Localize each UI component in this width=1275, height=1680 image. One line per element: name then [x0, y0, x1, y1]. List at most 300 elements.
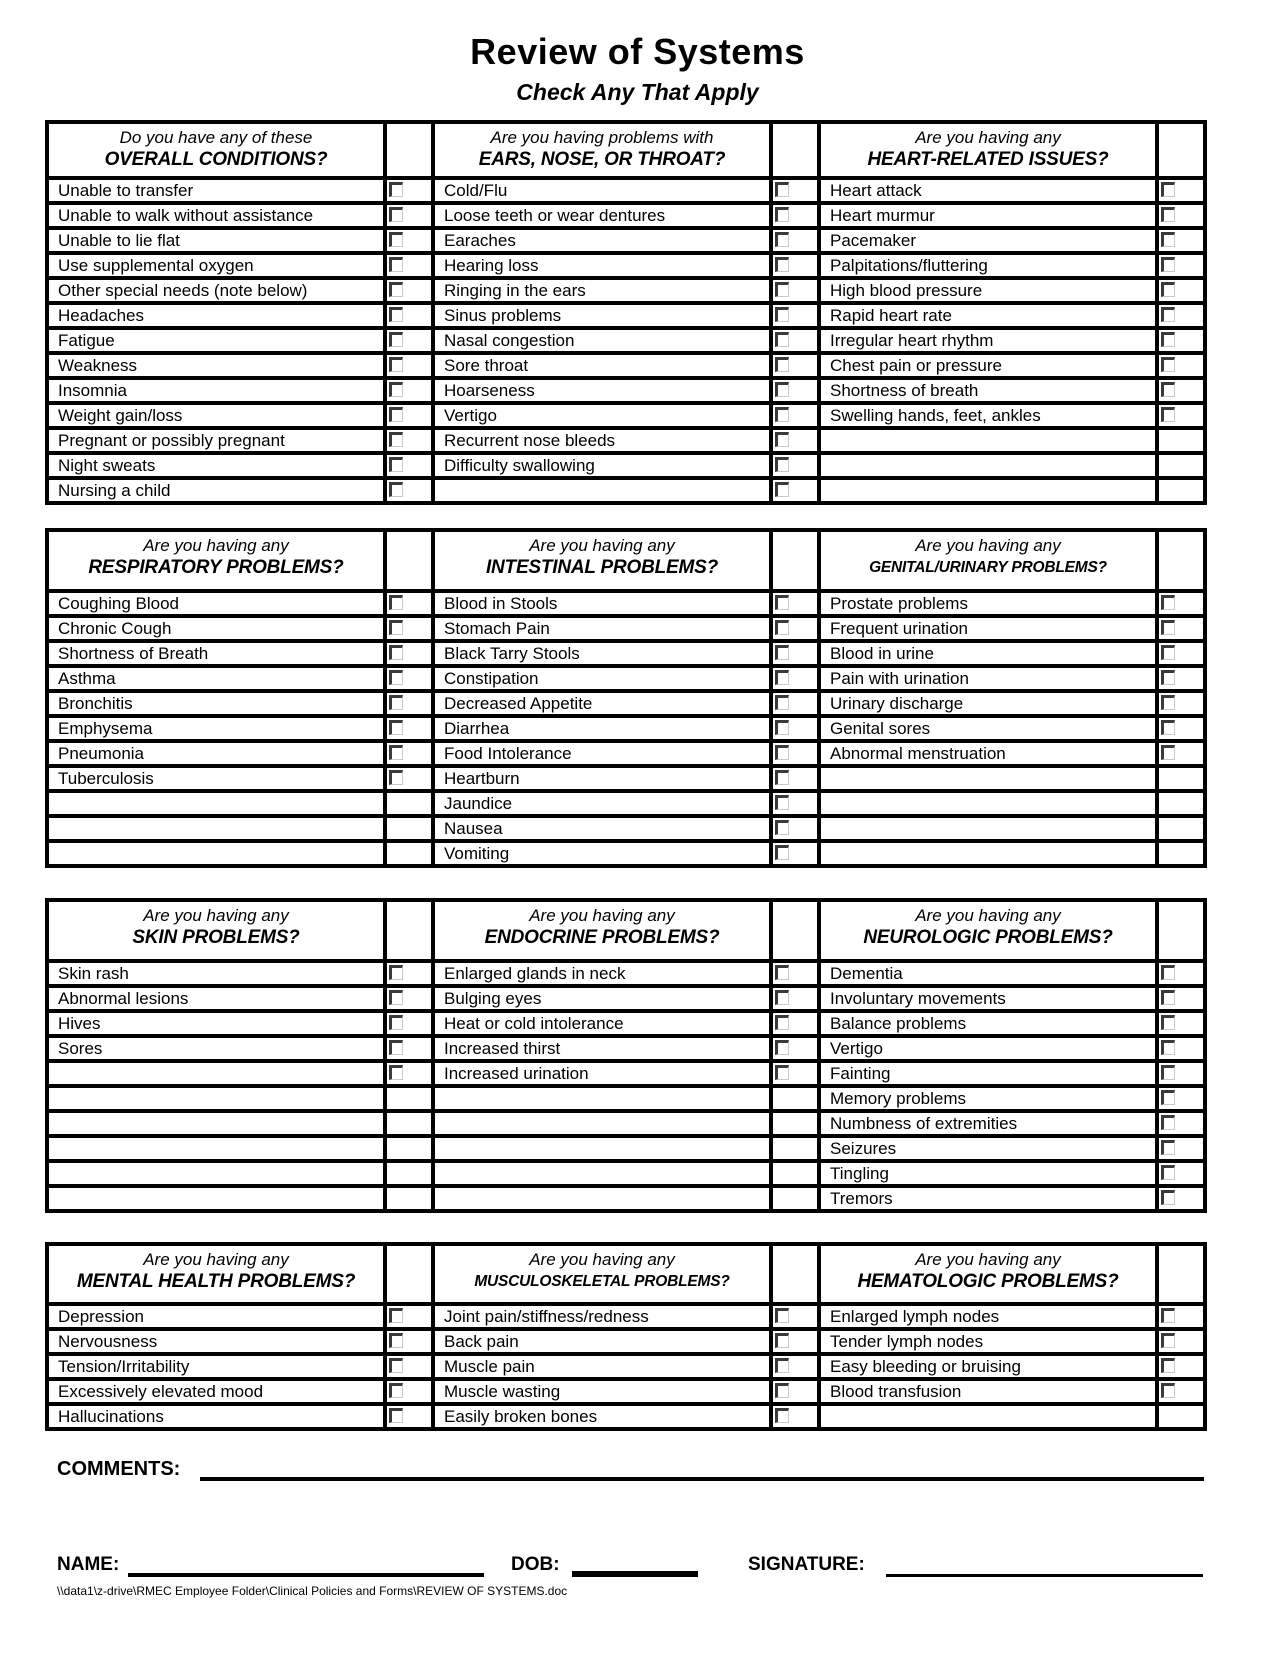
- symptom-checkbox[interactable]: [775, 1333, 789, 1348]
- symptom-label: Blood in urine: [819, 641, 1157, 666]
- symptom-checkbox[interactable]: [389, 595, 403, 610]
- symptom-label: Easy bleeding or bruising: [819, 1354, 1157, 1379]
- symptom-label: Vertigo: [819, 1036, 1157, 1061]
- symptom-label: [433, 1136, 771, 1161]
- symptom-label: Dementia: [819, 961, 1157, 986]
- checkbox-cell: [1157, 591, 1205, 616]
- symptom-checkbox[interactable]: [775, 482, 789, 497]
- symptom-checkbox[interactable]: [775, 820, 789, 835]
- checkbox-cell: [385, 1036, 433, 1061]
- symptom-label: Hives: [47, 1011, 385, 1036]
- symptom-checkbox[interactable]: [389, 207, 403, 222]
- symptom-checkbox[interactable]: [389, 482, 403, 497]
- symptom-checkbox[interactable]: [1161, 720, 1175, 735]
- column-header-category: SKIN PROBLEMS?: [132, 927, 300, 948]
- symptom-label: Night sweats: [47, 453, 385, 478]
- symptom-label: Shortness of breath: [819, 378, 1157, 403]
- checkbox-cell: [385, 453, 433, 478]
- checkbox-cell: [1157, 228, 1205, 253]
- section-header-row: [47, 530, 1205, 591]
- symptom-checkbox[interactable]: [389, 1040, 403, 1055]
- symptom-row: [47, 1329, 1205, 1354]
- symptom-label: Excessively elevated mood: [47, 1379, 385, 1404]
- checkbox-cell: [771, 1086, 819, 1111]
- symptom-label: Use supplemental oxygen: [47, 253, 385, 278]
- symptom-label: Heart attack: [819, 178, 1157, 203]
- symptom-checkbox[interactable]: [775, 1015, 789, 1030]
- checkbox-cell: [385, 1136, 433, 1161]
- checkbox-cell: [385, 278, 433, 303]
- symptom-checkbox[interactable]: [1161, 1190, 1175, 1205]
- column-header-question: Do you have any of these: [119, 128, 313, 147]
- checkbox-cell: [771, 1161, 819, 1186]
- symptom-label: Memory problems: [819, 1086, 1157, 1111]
- checkbox-cell: [1157, 428, 1205, 453]
- checkbox-cell: [771, 378, 819, 403]
- symptom-label: Bronchitis: [47, 691, 385, 716]
- checkbox-cell: [771, 741, 819, 766]
- symptom-label: Nasal congestion: [433, 328, 771, 353]
- header-checkbox-cell: [385, 1244, 433, 1304]
- symptom-checkbox[interactable]: [775, 407, 789, 422]
- symptom-checkbox[interactable]: [389, 307, 403, 322]
- checkbox-cell: [385, 1061, 433, 1086]
- symptom-checkbox[interactable]: [389, 990, 403, 1005]
- checkbox-cell: [385, 666, 433, 691]
- symptom-checkbox[interactable]: [1161, 1140, 1175, 1155]
- ros-section-table: [45, 898, 1207, 1213]
- column-header-question: Are you having any: [915, 128, 1061, 147]
- checkbox-cell: [771, 841, 819, 866]
- symptom-checkbox[interactable]: [1161, 670, 1175, 685]
- checkbox-cell: [385, 791, 433, 816]
- symptom-checkbox[interactable]: [389, 745, 403, 760]
- symptom-label: Chest pain or pressure: [819, 353, 1157, 378]
- symptom-checkbox[interactable]: [775, 695, 789, 710]
- checkbox-cell: [771, 203, 819, 228]
- symptom-label: [819, 1404, 1157, 1429]
- column-header-category: EARS, NOSE, OR THROAT?: [478, 149, 726, 170]
- checkbox-cell: [771, 716, 819, 741]
- symptom-label: Heartburn: [433, 766, 771, 791]
- checkbox-cell: [385, 1086, 433, 1111]
- symptom-label: [47, 1061, 385, 1086]
- symptom-label: Tender lymph nodes: [819, 1329, 1157, 1354]
- column-header-question: Are you having problems with: [490, 128, 714, 147]
- symptom-checkbox[interactable]: [1161, 307, 1175, 322]
- symptom-checkbox[interactable]: [1161, 745, 1175, 760]
- checkbox-cell: [385, 741, 433, 766]
- comments-line[interactable]: [200, 1477, 1204, 1481]
- checkbox-cell: [1157, 203, 1205, 228]
- symptom-checkbox[interactable]: [775, 182, 789, 197]
- symptom-checkbox[interactable]: [389, 332, 403, 347]
- symptom-checkbox[interactable]: [775, 257, 789, 272]
- checkbox-cell: [1157, 303, 1205, 328]
- checkbox-cell: [771, 641, 819, 666]
- column-header-category: OVERALL CONDITIONS?: [104, 149, 328, 170]
- column-header: [47, 530, 385, 591]
- symptom-row: [47, 1086, 1205, 1111]
- symptom-label: [47, 841, 385, 866]
- symptom-row: [47, 986, 1205, 1011]
- checkbox-cell: [385, 986, 433, 1011]
- symptom-checkbox[interactable]: [775, 432, 789, 447]
- column-header-question: Are you having any: [529, 906, 675, 925]
- symptom-row: [47, 1404, 1205, 1429]
- symptom-checkbox[interactable]: [775, 307, 789, 322]
- checkbox-cell: [1157, 1379, 1205, 1404]
- symptom-label: High blood pressure: [819, 278, 1157, 303]
- column-header: [47, 900, 385, 961]
- symptom-checkbox[interactable]: [1161, 382, 1175, 397]
- signature-label: SIGNATURE:: [748, 1554, 865, 1575]
- symptom-row: [47, 1136, 1205, 1161]
- comments-label: COMMENTS:: [57, 1458, 181, 1480]
- symptom-label: Abnormal menstruation: [819, 741, 1157, 766]
- symptom-checkbox[interactable]: [775, 770, 789, 785]
- symptom-label: Back pain: [433, 1329, 771, 1354]
- column-header: [47, 122, 385, 178]
- symptom-row: [47, 228, 1205, 253]
- symptom-label: Prostate problems: [819, 591, 1157, 616]
- checkbox-cell: [385, 961, 433, 986]
- symptom-checkbox[interactable]: [775, 1065, 789, 1080]
- checkbox-cell: [385, 641, 433, 666]
- checkbox-cell: [771, 353, 819, 378]
- symptom-checkbox[interactable]: [389, 620, 403, 635]
- header-checkbox-cell: [1157, 122, 1205, 178]
- symptom-label: Pacemaker: [819, 228, 1157, 253]
- symptom-checkbox[interactable]: [389, 720, 403, 735]
- symptom-label: [433, 1086, 771, 1111]
- symptom-checkbox[interactable]: [775, 620, 789, 635]
- symptom-label: Increased urination: [433, 1061, 771, 1086]
- symptom-checkbox[interactable]: [389, 232, 403, 247]
- checkbox-cell: [771, 1354, 819, 1379]
- section-header-row: [47, 1244, 1205, 1304]
- checkbox-cell: [385, 378, 433, 403]
- symptom-row: [47, 741, 1205, 766]
- checkbox-cell: [1157, 1404, 1205, 1429]
- symptom-checkbox[interactable]: [389, 1065, 403, 1080]
- symptom-checkbox[interactable]: [389, 257, 403, 272]
- symptom-checkbox[interactable]: [775, 845, 789, 860]
- checkbox-cell: [771, 791, 819, 816]
- symptom-checkbox[interactable]: [1161, 1015, 1175, 1030]
- column-header: [819, 1244, 1157, 1304]
- symptom-label: Pneumonia: [47, 741, 385, 766]
- symptom-label: Muscle wasting: [433, 1379, 771, 1404]
- symptom-checkbox[interactable]: [1161, 695, 1175, 710]
- symptom-checkbox[interactable]: [389, 407, 403, 422]
- symptom-row: [47, 841, 1205, 866]
- header-checkbox-cell: [385, 900, 433, 961]
- symptom-label: Sore throat: [433, 353, 771, 378]
- symptom-checkbox[interactable]: [1161, 990, 1175, 1005]
- header-checkbox-cell: [771, 122, 819, 178]
- symptom-row: [47, 766, 1205, 791]
- column-header: [433, 122, 771, 178]
- symptom-row: [47, 1354, 1205, 1379]
- column-header-category: MENTAL HEALTH PROBLEMS?: [76, 1271, 356, 1292]
- symptom-checkbox[interactable]: [1161, 1090, 1175, 1105]
- symptom-checkbox[interactable]: [389, 670, 403, 685]
- symptom-checkbox[interactable]: [775, 720, 789, 735]
- dob-label: DOB:: [511, 1554, 560, 1575]
- checkbox-cell: [771, 428, 819, 453]
- checkbox-cell: [385, 1354, 433, 1379]
- symptom-label: Weight gain/loss: [47, 403, 385, 428]
- symptom-checkbox[interactable]: [1161, 182, 1175, 197]
- symptom-row: [47, 691, 1205, 716]
- symptom-checkbox[interactable]: [389, 770, 403, 785]
- symptom-label: Shortness of Breath: [47, 641, 385, 666]
- symptom-checkbox[interactable]: [775, 965, 789, 980]
- symptom-label: Loose teeth or wear dentures: [433, 203, 771, 228]
- page-subtitle: Check Any That Apply: [516, 79, 759, 105]
- symptom-label: [819, 478, 1157, 503]
- symptom-label: [433, 1161, 771, 1186]
- column-header: [433, 530, 771, 591]
- checkbox-cell: [385, 428, 433, 453]
- checkbox-cell: [771, 1404, 819, 1429]
- checkbox-cell: [1157, 1161, 1205, 1186]
- symptom-checkbox[interactable]: [775, 382, 789, 397]
- symptom-label: Emphysema: [47, 716, 385, 741]
- column-header-category: GENITAL/URINARY PROBLEMS?: [869, 559, 1107, 576]
- symptom-checkbox[interactable]: [389, 645, 403, 660]
- symptom-label: [47, 816, 385, 841]
- symptom-checkbox[interactable]: [389, 457, 403, 472]
- symptom-checkbox[interactable]: [1161, 645, 1175, 660]
- symptom-row: [47, 816, 1205, 841]
- checkbox-cell: [771, 1329, 819, 1354]
- symptom-checkbox[interactable]: [389, 357, 403, 372]
- symptom-row: [47, 453, 1205, 478]
- symptom-label: Coughing Blood: [47, 591, 385, 616]
- symptom-label: Genital sores: [819, 716, 1157, 741]
- symptom-checkbox[interactable]: [389, 182, 403, 197]
- symptom-checkbox[interactable]: [389, 1408, 403, 1423]
- symptom-checkbox[interactable]: [1161, 282, 1175, 297]
- symptom-label: Ringing in the ears: [433, 278, 771, 303]
- symptom-label: Increased thirst: [433, 1036, 771, 1061]
- symptom-checkbox[interactable]: [1161, 965, 1175, 980]
- symptom-checkbox[interactable]: [1161, 407, 1175, 422]
- symptom-checkbox[interactable]: [389, 282, 403, 297]
- checkbox-cell: [771, 278, 819, 303]
- symptom-label: Jaundice: [433, 791, 771, 816]
- column-header-question: Are you having any: [143, 536, 289, 555]
- symptom-checkbox[interactable]: [775, 745, 789, 760]
- checkbox-cell: [771, 766, 819, 791]
- checkbox-cell: [385, 1161, 433, 1186]
- column-header-category: NEUROLOGIC PROBLEMS?: [863, 927, 1113, 948]
- symptom-label: Sinus problems: [433, 303, 771, 328]
- symptom-checkbox[interactable]: [389, 1308, 403, 1323]
- symptom-label: [47, 791, 385, 816]
- column-header-category: MUSCULOSKELETAL PROBLEMS?: [474, 1273, 730, 1290]
- checkbox-cell: [1157, 378, 1205, 403]
- symptom-row: [47, 616, 1205, 641]
- checkbox-cell: [1157, 478, 1205, 503]
- symptom-label: Heat or cold intolerance: [433, 1011, 771, 1036]
- checkbox-cell: [1157, 616, 1205, 641]
- column-header: [433, 1244, 771, 1304]
- symptom-label: Unable to walk without assistance: [47, 203, 385, 228]
- symptom-checkbox[interactable]: [775, 595, 789, 610]
- footer-file-path: \\data1\z-drive\RMEC Employee Folder\Clinical Policies and Forms\REVIEW OF SYSTEMS.doc: [57, 1584, 568, 1598]
- column-header-question: Are you having any: [529, 536, 675, 555]
- symptom-label: Headaches: [47, 303, 385, 328]
- symptom-label: Enlarged glands in neck: [433, 961, 771, 986]
- symptom-checkbox[interactable]: [1161, 1115, 1175, 1130]
- symptom-label: Food Intolerance: [433, 741, 771, 766]
- checkbox-cell: [771, 1304, 819, 1329]
- symptom-checkbox[interactable]: [1161, 332, 1175, 347]
- symptom-checkbox[interactable]: [775, 1040, 789, 1055]
- column-header-category: RESPIRATORY PROBLEMS?: [88, 557, 344, 578]
- symptom-label: Insomnia: [47, 378, 385, 403]
- checkbox-cell: [385, 303, 433, 328]
- symptom-checkbox[interactable]: [1161, 1333, 1175, 1348]
- symptom-checkbox[interactable]: [775, 207, 789, 222]
- symptom-checkbox[interactable]: [775, 457, 789, 472]
- symptom-checkbox[interactable]: [389, 432, 403, 447]
- checkbox-cell: [771, 1061, 819, 1086]
- symptom-checkbox[interactable]: [389, 382, 403, 397]
- column-header: [819, 122, 1157, 178]
- symptom-label: Easily broken bones: [433, 1404, 771, 1429]
- symptom-checkbox[interactable]: [775, 795, 789, 810]
- name-line[interactable]: [128, 1573, 484, 1577]
- symptom-checkbox[interactable]: [1161, 207, 1175, 222]
- symptom-label: [47, 1111, 385, 1136]
- checkbox-cell: [771, 691, 819, 716]
- symptom-checkbox[interactable]: [775, 645, 789, 660]
- symptom-label: Irregular heart rhythm: [819, 328, 1157, 353]
- checkbox-cell: [1157, 641, 1205, 666]
- symptom-checkbox[interactable]: [389, 965, 403, 980]
- symptom-checkbox[interactable]: [389, 1333, 403, 1348]
- ros-section-table: [45, 528, 1207, 868]
- dob-line[interactable]: [572, 1571, 698, 1577]
- signature-line[interactable]: [886, 1574, 1203, 1577]
- checkbox-cell: [1157, 178, 1205, 203]
- symptom-label: Asthma: [47, 666, 385, 691]
- symptom-checkbox[interactable]: [775, 1408, 789, 1423]
- symptom-checkbox[interactable]: [1161, 232, 1175, 247]
- symptom-label: Nursing a child: [47, 478, 385, 503]
- symptom-row: [47, 1161, 1205, 1186]
- checkbox-cell: [1157, 1354, 1205, 1379]
- section-header-row: [47, 122, 1205, 178]
- symptom-checkbox[interactable]: [775, 1383, 789, 1398]
- symptom-row: [47, 178, 1205, 203]
- symptom-label: Unable to lie flat: [47, 228, 385, 253]
- symptom-label: [433, 1111, 771, 1136]
- symptom-checkbox[interactable]: [389, 695, 403, 710]
- symptom-checkbox[interactable]: [1161, 1040, 1175, 1055]
- checkbox-cell: [385, 1186, 433, 1211]
- symptom-checkbox[interactable]: [1161, 1308, 1175, 1323]
- symptom-row: [47, 1036, 1205, 1061]
- symptom-row: [47, 666, 1205, 691]
- column-header: [819, 530, 1157, 591]
- symptom-label: [819, 453, 1157, 478]
- symptom-label: Frequent urination: [819, 616, 1157, 641]
- checkbox-cell: [771, 986, 819, 1011]
- symptom-checkbox[interactable]: [1161, 1065, 1175, 1080]
- symptom-label: Decreased Appetite: [433, 691, 771, 716]
- symptom-checkbox[interactable]: [1161, 257, 1175, 272]
- checkbox-cell: [385, 228, 433, 253]
- symptom-label: Seizures: [819, 1136, 1157, 1161]
- symptom-checkbox[interactable]: [1161, 620, 1175, 635]
- checkbox-cell: [1157, 278, 1205, 303]
- header-checkbox-cell: [1157, 530, 1205, 591]
- checkbox-cell: [385, 1111, 433, 1136]
- symptom-row: [47, 1379, 1205, 1404]
- symptom-checkbox[interactable]: [775, 232, 789, 247]
- symptom-label: Numbness of extremities: [819, 1111, 1157, 1136]
- section-header-row: [47, 900, 1205, 961]
- checkbox-cell: [771, 1011, 819, 1036]
- symptom-label: Blood in Stools: [433, 591, 771, 616]
- symptom-checkbox[interactable]: [389, 1015, 403, 1030]
- symptom-checkbox[interactable]: [1161, 1165, 1175, 1180]
- symptom-row: [47, 253, 1205, 278]
- checkbox-cell: [385, 816, 433, 841]
- symptom-label: [433, 478, 771, 503]
- checkbox-cell: [771, 453, 819, 478]
- symptom-checkbox[interactable]: [775, 357, 789, 372]
- header-checkbox-cell: [385, 122, 433, 178]
- symptom-checkbox[interactable]: [1161, 357, 1175, 372]
- header-checkbox-cell: [771, 1244, 819, 1304]
- symptom-row: [47, 1111, 1205, 1136]
- symptom-row: [47, 1304, 1205, 1329]
- symptom-checkbox[interactable]: [775, 282, 789, 297]
- checkbox-cell: [1157, 791, 1205, 816]
- symptom-label: Rapid heart rate: [819, 303, 1157, 328]
- symptom-checkbox[interactable]: [1161, 1383, 1175, 1398]
- checkbox-cell: [385, 353, 433, 378]
- checkbox-cell: [385, 328, 433, 353]
- symptom-label: Nausea: [433, 816, 771, 841]
- symptom-checkbox[interactable]: [389, 1383, 403, 1398]
- symptom-checkbox[interactable]: [775, 1358, 789, 1373]
- symptom-label: Tension/Irritability: [47, 1354, 385, 1379]
- symptom-row: [47, 328, 1205, 353]
- symptom-label: Abnormal lesions: [47, 986, 385, 1011]
- symptom-checkbox[interactable]: [775, 1308, 789, 1323]
- symptom-checkbox[interactable]: [389, 1358, 403, 1373]
- checkbox-cell: [771, 478, 819, 503]
- column-header-category: INTESTINAL PROBLEMS?: [485, 557, 719, 578]
- checkbox-cell: [771, 1186, 819, 1211]
- checkbox-cell: [1157, 841, 1205, 866]
- symptom-checkbox[interactable]: [775, 670, 789, 685]
- symptom-checkbox[interactable]: [775, 990, 789, 1005]
- symptom-checkbox[interactable]: [775, 332, 789, 347]
- symptom-label: Other special needs (note below): [47, 278, 385, 303]
- symptom-checkbox[interactable]: [1161, 595, 1175, 610]
- symptom-checkbox[interactable]: [1161, 1358, 1175, 1373]
- symptom-label: Sores: [47, 1036, 385, 1061]
- symptom-label: [819, 841, 1157, 866]
